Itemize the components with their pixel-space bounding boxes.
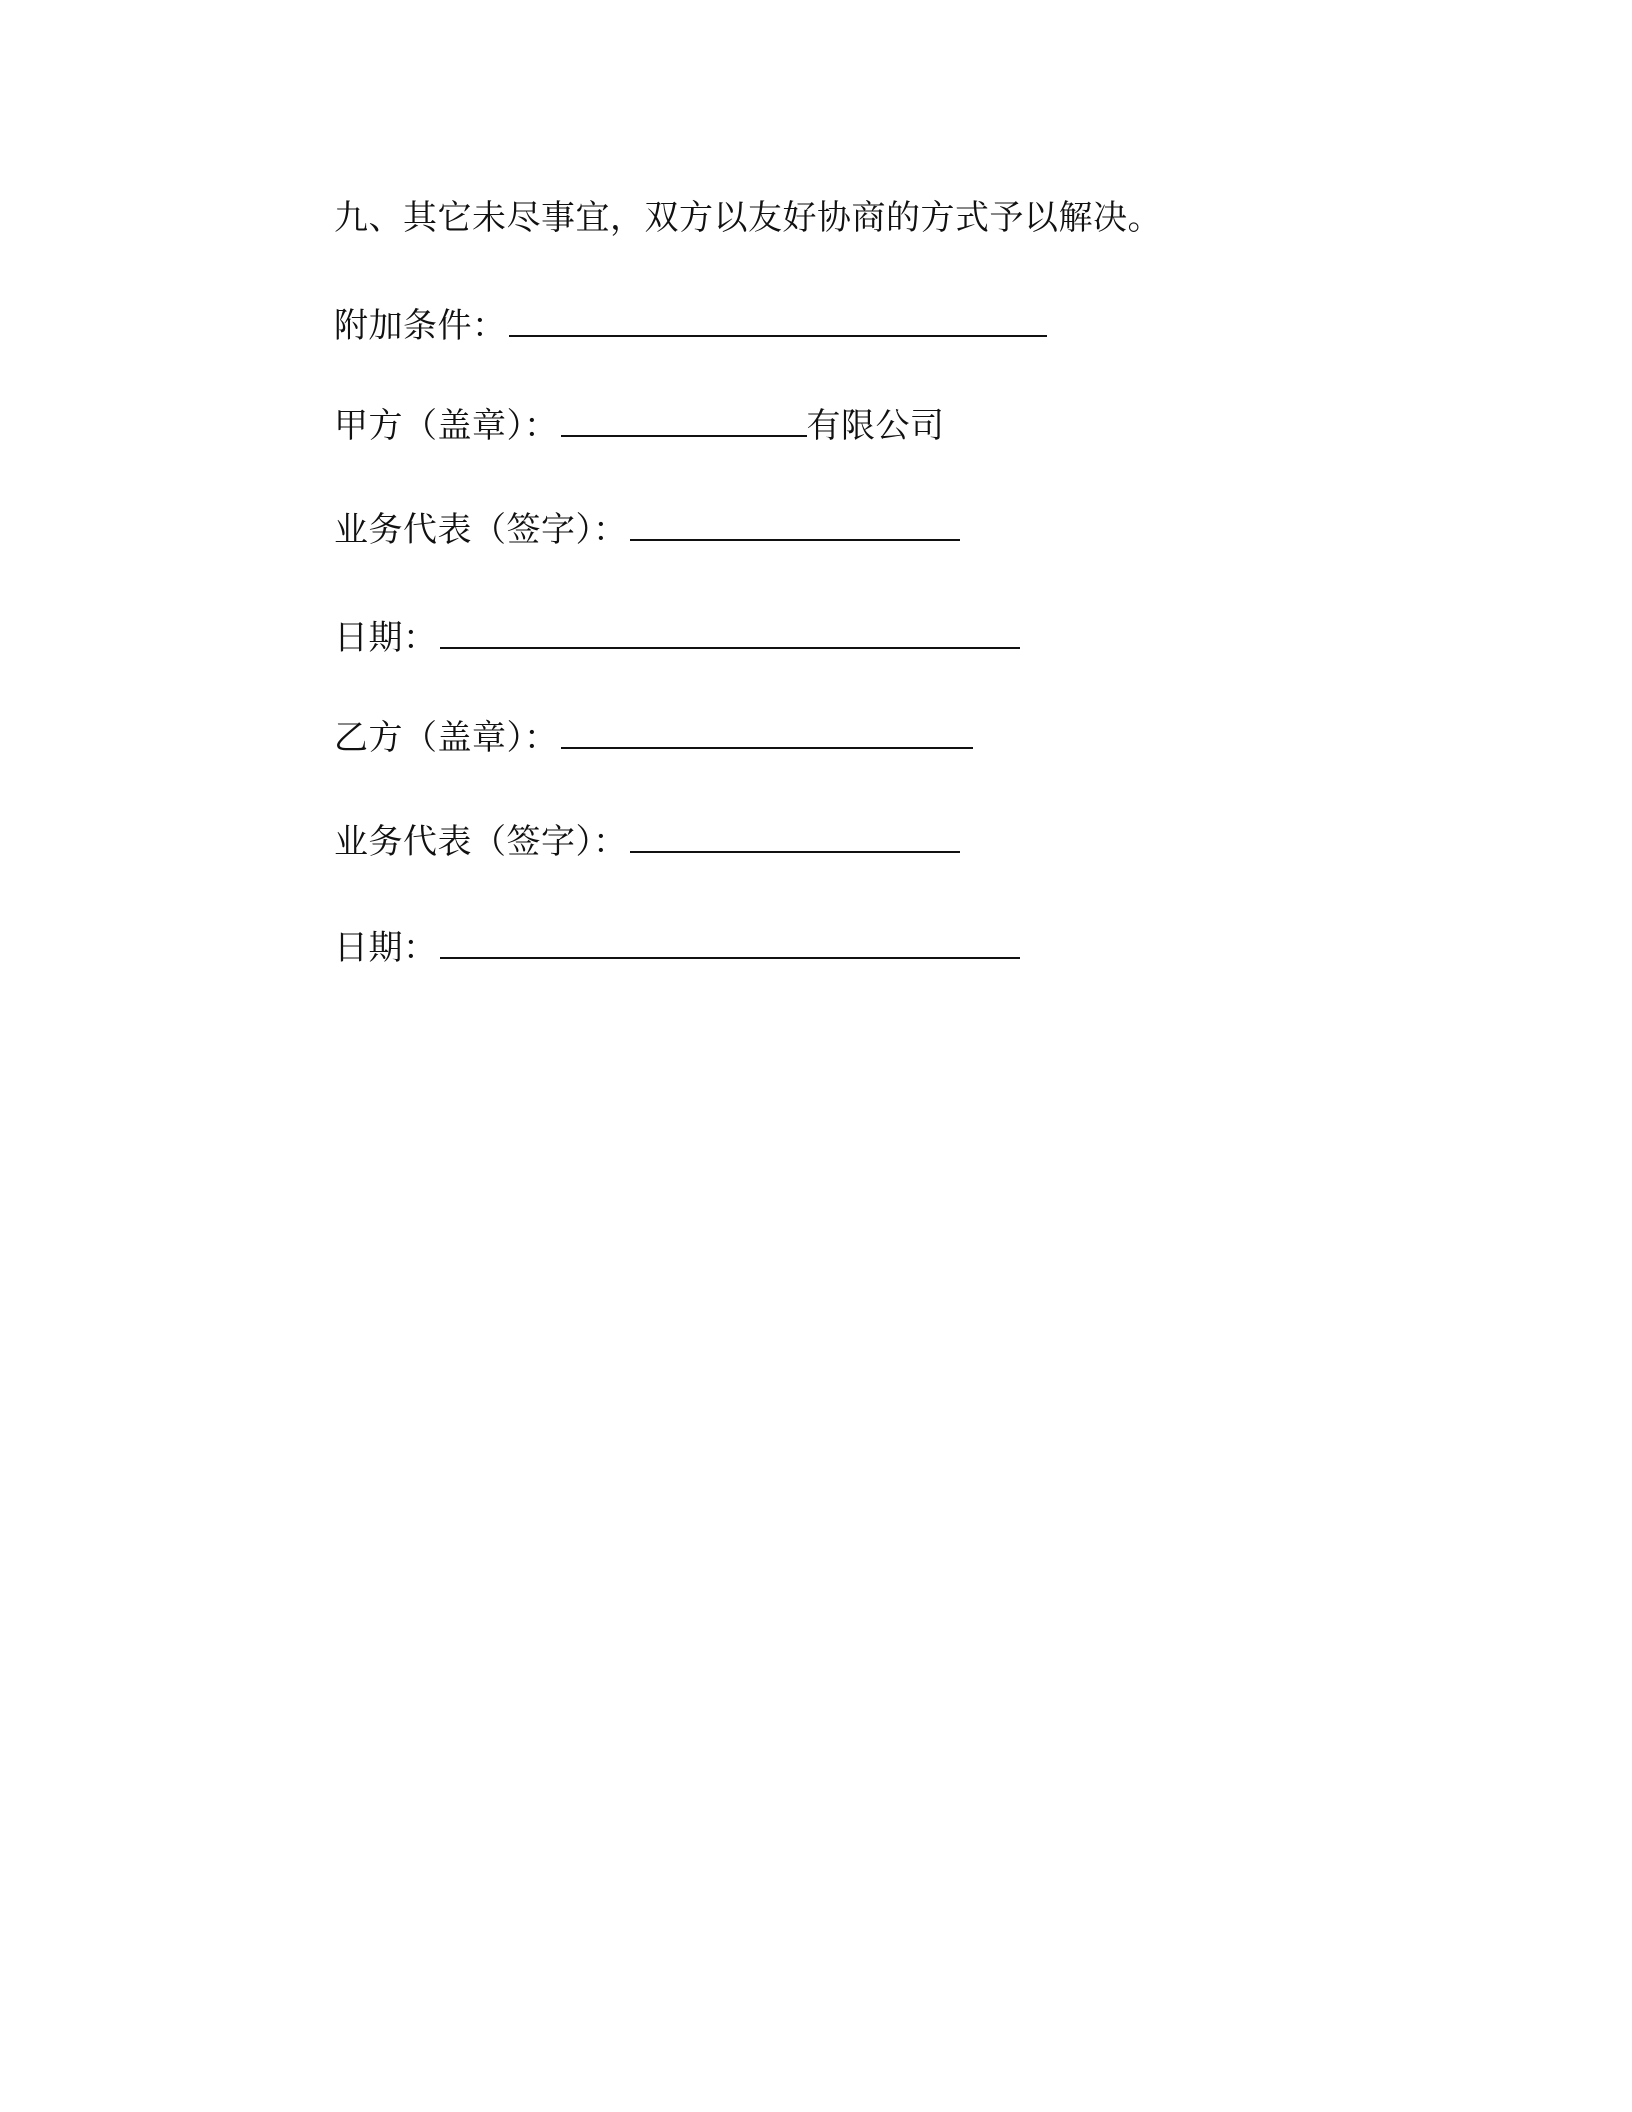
party-b-rep-row xyxy=(334,818,960,866)
party-b-date-row xyxy=(334,924,1020,972)
party-a-rep-label: 业务代表（签字）： xyxy=(334,510,628,550)
party-b-rep-label: 业务代表（签字）： xyxy=(334,822,628,862)
party-b-date-label: 日期： xyxy=(334,928,438,968)
party-a-company-suffix: 有限公司 xyxy=(806,406,945,446)
party-a-rep-row xyxy=(334,506,960,554)
party-b-rep-blank xyxy=(630,823,960,853)
party-a-seal-label: 甲方（盖章）： xyxy=(334,406,559,446)
party-b-seal-row xyxy=(334,714,973,762)
additional-conditions-row xyxy=(334,302,1047,350)
clause-nine xyxy=(334,194,1162,242)
party-a-seal-row xyxy=(334,402,945,450)
clause-nine-text: 九、其它未尽事宜，双方以友好协商的方式予以解决。 xyxy=(334,198,1162,238)
additional-conditions-blank xyxy=(509,307,1047,337)
additional-conditions-label: 附加条件： xyxy=(334,306,507,346)
party-b-date-blank xyxy=(440,929,1020,959)
party-a-company-blank xyxy=(561,407,807,437)
party-a-date-blank xyxy=(440,619,1020,649)
party-b-seal-blank xyxy=(561,719,973,749)
party-a-date-row xyxy=(334,614,1020,662)
party-a-date-label: 日期： xyxy=(334,618,438,658)
party-b-seal-label: 乙方（盖章）： xyxy=(334,718,559,758)
party-a-rep-blank xyxy=(630,511,960,541)
